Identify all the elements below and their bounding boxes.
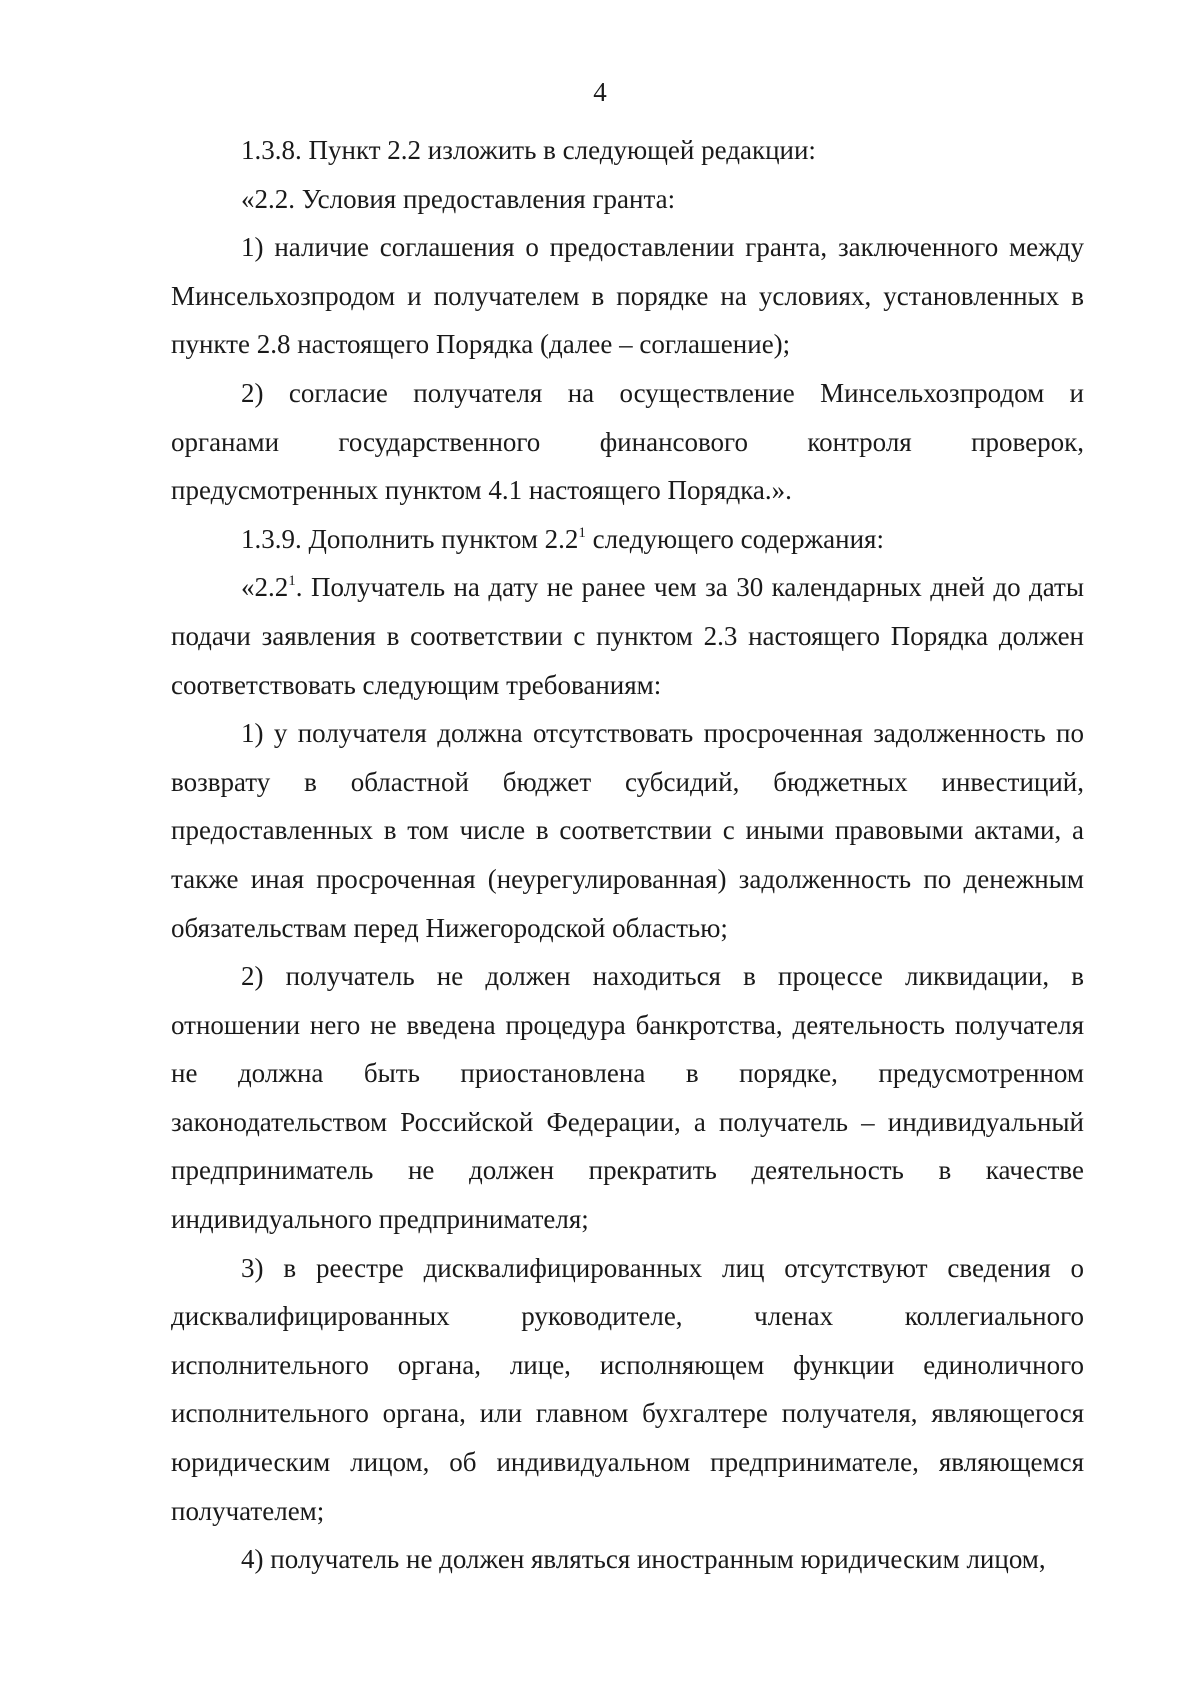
document-body: [171, 126, 1084, 1584]
paragraph-2-2-heading: «2.2. Условия предоставления гранта:: [241, 183, 676, 214]
paragraph-condition-2: 2) согласие получателя на осуществление Минсельхозпродом и органами государственного финансового контроля проверок, предусмотренных пунктом 4.1 настоящего Порядка.».: [171, 377, 1084, 506]
superscript-one: 1: [578, 524, 586, 541]
paragraph-2-2-1: [171, 563, 1084, 709]
paragraph-2-2-1-text-b: . Получатель на дату не ранее чем за 30 календарных дней до даты подачи заявления в соответствии с пунктом 2.3 настоящего Порядка должен соответствовать следующим требованиям:: [171, 572, 1084, 700]
page-number: 4: [593, 77, 607, 107]
paragraph-1-3-9-text-a: 1.3.9. Дополнить пунктом 2.2: [241, 523, 579, 554]
paragraph-condition-1: 1) наличие соглашения о предоставлении гранта, заключенного между Минсельхозпродом и получателем в порядке на условиях, установленных в пункте 2.8 настоящего Порядка (далее – соглашение);: [171, 232, 1084, 360]
paragraph-1-3-9: [171, 515, 1084, 564]
superscript-one: 1: [288, 573, 296, 590]
paragraph-1-3-9-text-b: следующего содержания:: [585, 523, 884, 554]
paragraph-requirement-4: 4) получатель не должен являться иностранным юридическим лицом,: [241, 1544, 1046, 1575]
paragraph-2-2-1-text-a: «2.2: [241, 572, 289, 603]
paragraph-1-3-8: 1.3.8. Пункт 2.2 изложить в следующей редакции:: [241, 135, 816, 165]
paragraph-requirement-2: 2) получатель не должен находиться в процессе ликвидации, в отношении него не введена процедура банкротства, деятельность получателя не должна быть приостановлена в порядке, предусмотренном законодательством Российской Федерации, а получатель – индивидуальный предприниматель не должен прекратить деятельность в качестве индивидуального предпринимателя;: [171, 961, 1084, 1235]
paragraph-requirement-1: 1) у получателя должна отсутствовать просроченная задолженность по возврату в областной бюджет субсидий, бюджетных инвестиций, предоставленных в том числе в соответствии с иными правовыми актами, а также иная просроченная (неурегулированная) задолженность по денежным обязательствам перед Нижегородской областью;: [171, 718, 1084, 943]
paragraph-requirement-3: 3) в реестре дисквалифицированных лиц отсутствуют сведения о дисквалифицированных руководителе, членах коллегиального исполнительного органа, лице, исполняющем функции единоличного исполнительного органа, или главном бухгалтере получателя, являющегося юридическим лицом, об индивидуальном предпринимателе, являющемся получателем;: [171, 1252, 1084, 1526]
